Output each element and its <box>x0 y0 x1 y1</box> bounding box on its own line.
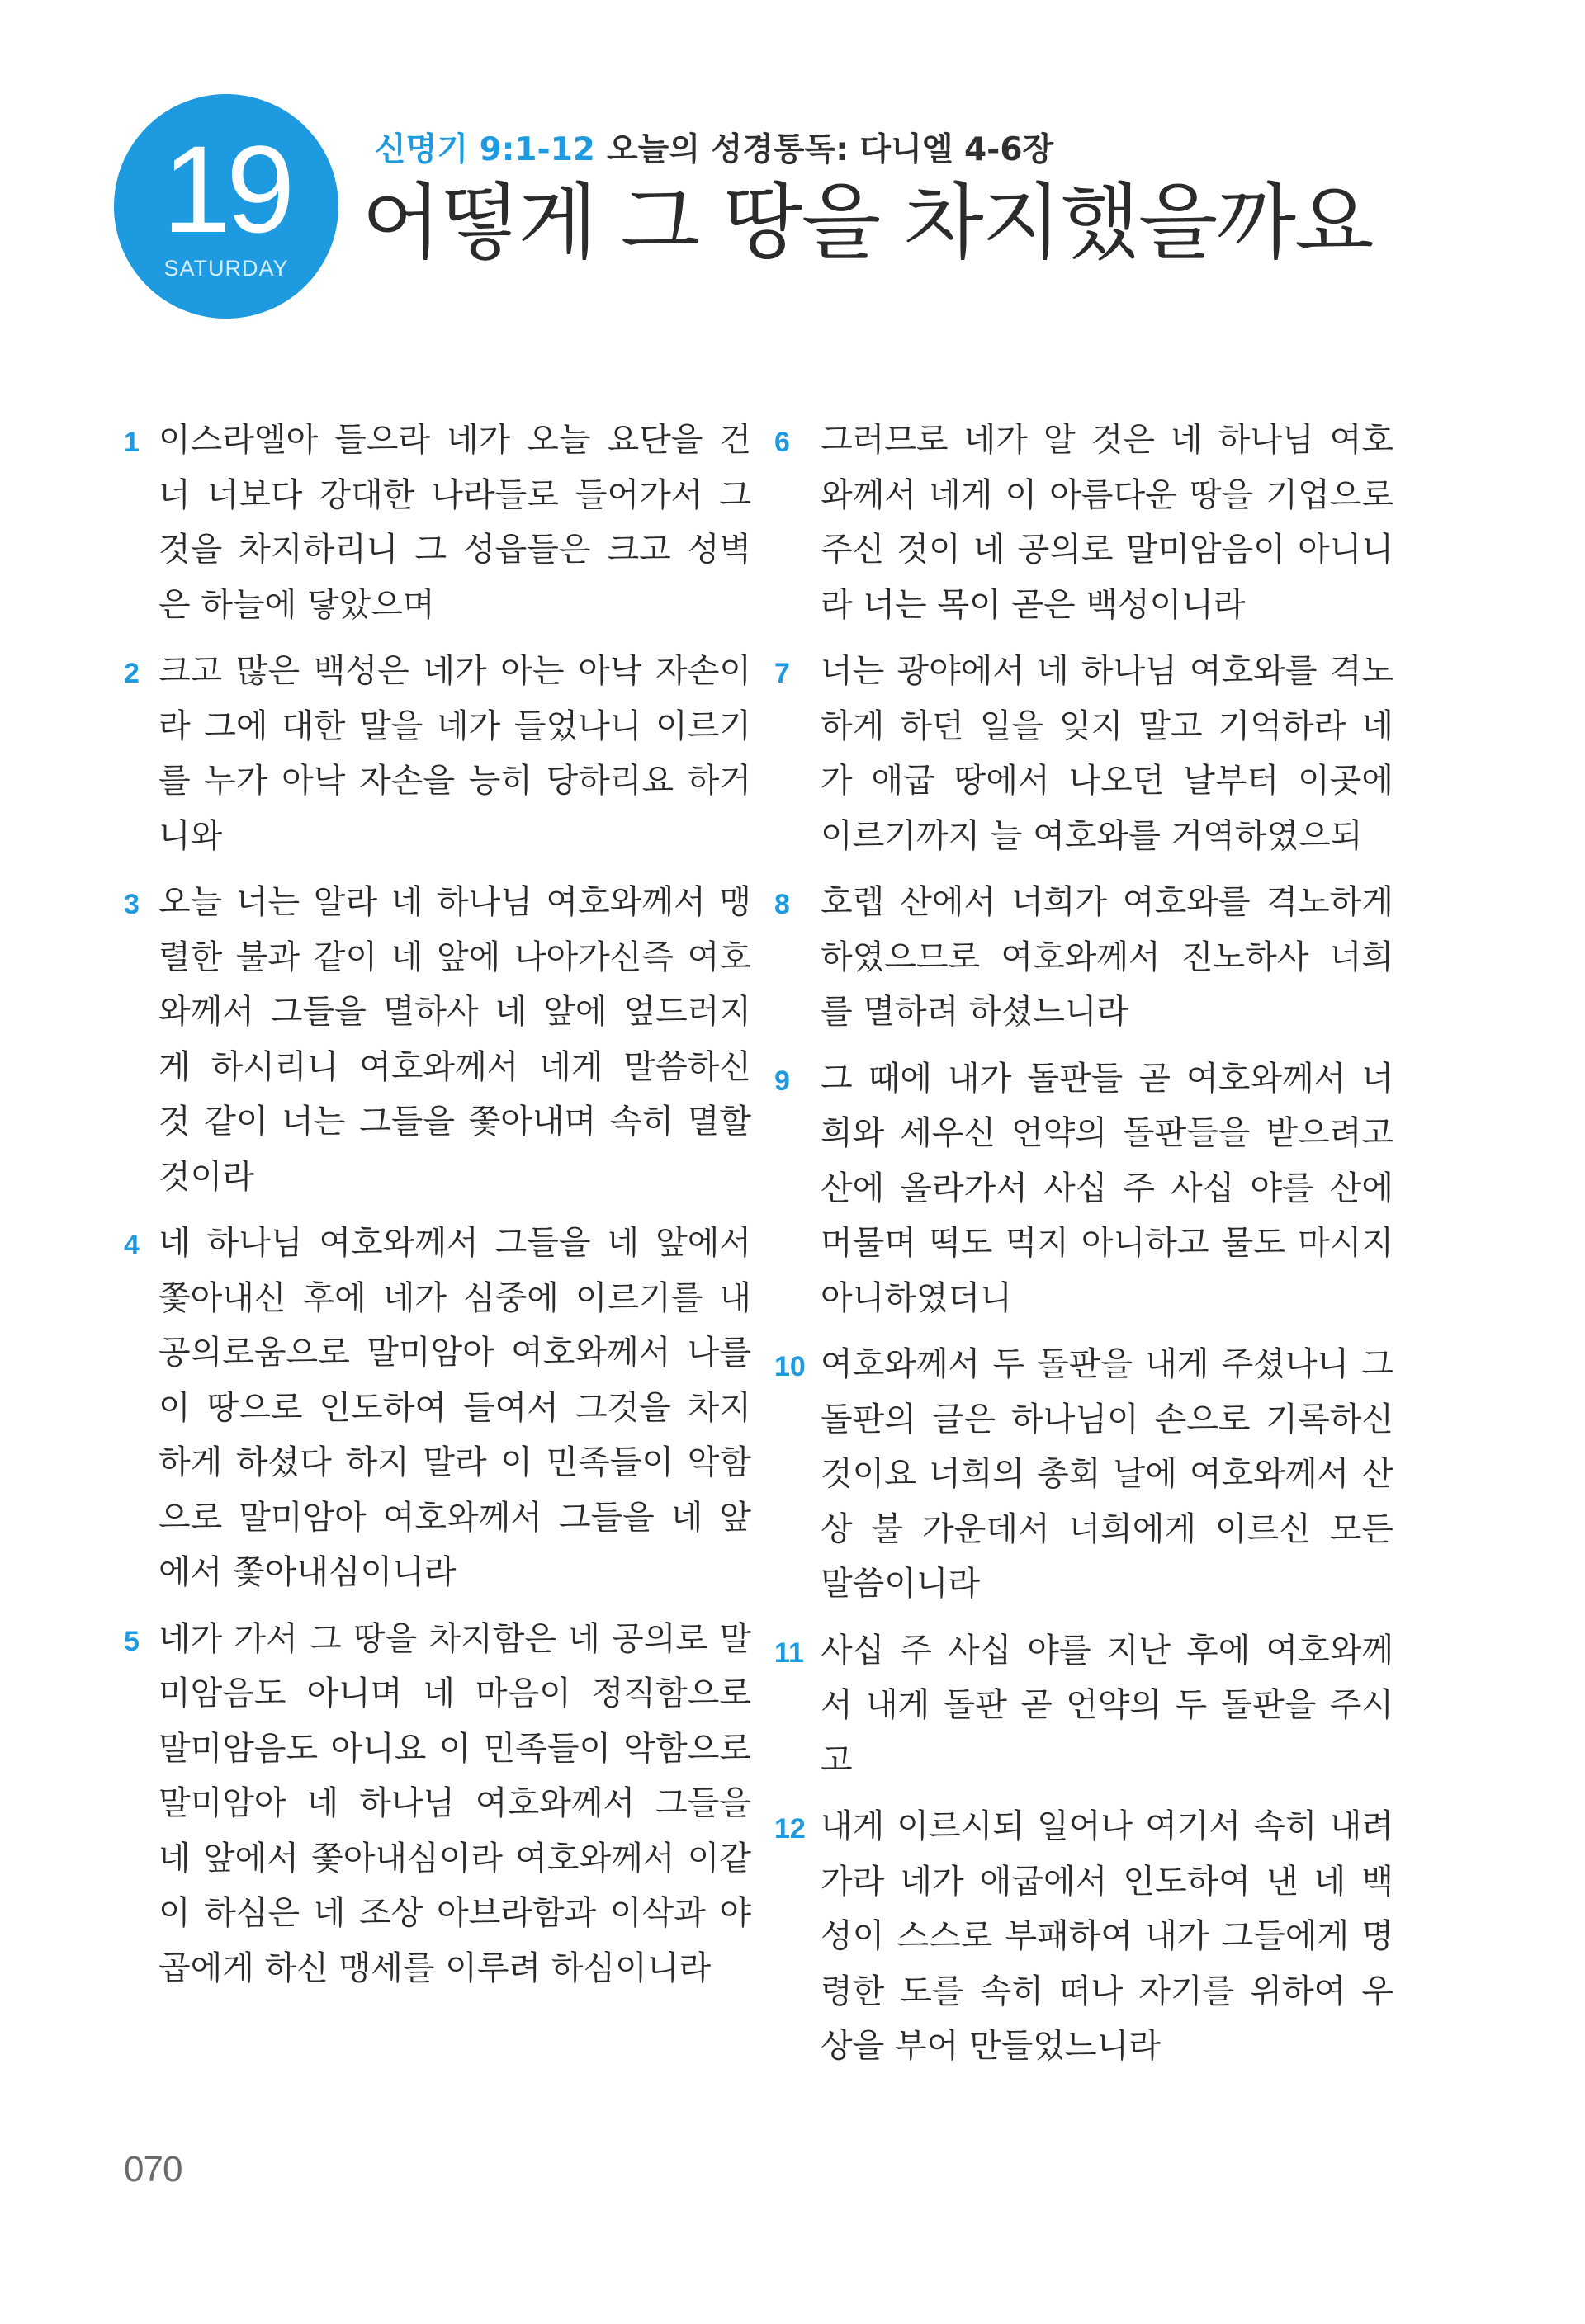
verse <box>774 1799 1393 2074</box>
page-header <box>114 87 1517 335</box>
reading-plan: 오늘의 성경통독: 다니엘 4-6장 <box>606 131 1054 168</box>
verse <box>774 1623 1393 1788</box>
scripture-reference: 신명기 9:1-12 <box>375 131 595 168</box>
verse-number: 2 <box>124 658 140 689</box>
day-number: 19 <box>162 120 291 258</box>
verse <box>774 1337 1393 1612</box>
verse <box>774 875 1393 1040</box>
verse-number: 6 <box>774 427 790 458</box>
verse <box>124 413 751 632</box>
verse-text: 내게 이르시되 일어나 여기서 속히 내려가라 네가 애굽에서 인도하여 낸 네 백성이 스스로 부패하여 내가 그들에게 명령한 도를 속히 떠나 자기를 위하여 우상을 부어 만들었느니라 <box>821 1807 1393 2065</box>
page-number: 070 <box>124 2149 182 2189</box>
verse-number: 5 <box>124 1625 140 1657</box>
verse-number: 7 <box>774 658 790 689</box>
verse <box>124 644 751 863</box>
verse-text: 네가 가서 그 땅을 차지함은 네 공의로 말미암음도 아니며 네 마음이 정직함으로 말미암음도 아니요 이 민족들이 악함으로 말미암아 네 하나님 여호와께서 그들을 네 앞에서 쫓아내심이라 여호와께서 이같이 하심은 네 조상 아브라함과 이삭과 야곱에게 하신 맹세를 이루려 하심이니라 <box>158 1619 751 1987</box>
verse <box>774 1051 1393 1326</box>
verse-text: 크고 많은 백성은 네가 아는 아낙 자손이라 그에 대한 말을 네가 들었나니 이르기를 누가 아낙 자손을 능히 당하리요 하거니와 <box>158 652 751 855</box>
verse <box>774 413 1393 632</box>
verse-text: 사십 주 사십 야를 지난 후에 여호와께서 내게 돌판 곧 언약의 두 돌판을 주시고 <box>821 1631 1393 1779</box>
left-column <box>124 413 751 2007</box>
verse <box>774 644 1393 863</box>
verse-number: 1 <box>124 427 140 458</box>
verse <box>124 1612 751 1996</box>
day-badge <box>114 94 338 319</box>
verse <box>124 1216 751 1600</box>
verse-number: 12 <box>774 1813 806 1845</box>
verse-text: 네 하나님 여호와께서 그들을 네 앞에서 쫓아내신 후에 네가 심중에 이르기를 내 공의로움으로 말미암아 여호와께서 나를 이 땅으로 인도하여 들여서 그것을 차지하게 하셨다 하지 말라 이 민족들이 악함으로 말미암아 여호와께서 그들을 네 앞에서 쫓아내심이니라 <box>158 1224 751 1591</box>
verse-text: 그 때에 내가 돌판들 곧 여호와께서 너희와 세우신 언약의 돌판들을 받으려고 산에 올라가서 사십 주 사십 야를 산에 머물며 떡도 먹지 아니하고 물도 마시지 아니하였더니 <box>821 1059 1393 1317</box>
verse-text: 호렙 산에서 너희가 여호와를 격노하게 하였으므로 여호와께서 진노하사 너희를 멸하려 하셨느니라 <box>821 883 1393 1031</box>
right-column <box>774 413 1393 2085</box>
reading-line <box>375 124 1053 170</box>
verse-text: 오늘 너는 알라 네 하나님 여호와께서 맹렬한 불과 같이 네 앞에 나아가신즉 여호와께서 그들을 멸하사 네 앞에 엎드러지게 하시리니 여호와께서 네게 말씀하신 것 같이 너는 그들을 쫓아내며 속히 멸할 것이라 <box>158 883 751 1196</box>
verse-text: 여호와께서 두 돌판을 내게 주셨나니 그 돌판의 글은 하나님이 손으로 기록하신 것이요 너희의 총회 날에 여호와께서 산상 불 가운데서 너희에게 이르신 모든 말씀이니라 <box>821 1345 1393 1603</box>
verse-number: 10 <box>774 1351 806 1382</box>
day-name: SATURDAY <box>163 256 289 281</box>
page-title: 어떻게 그 땅을 차지했을까요 <box>362 174 1373 271</box>
verse-text: 이스라엘아 들으라 네가 오늘 요단을 건너 너보다 강대한 나라들로 들어가서 그것을 차지하리니 그 성읍들은 크고 성벽은 하늘에 닿았으며 <box>158 421 751 624</box>
verse <box>124 875 751 1204</box>
verse-number: 9 <box>774 1065 790 1097</box>
verse-text: 그러므로 네가 알 것은 네 하나님 여호와께서 네게 이 아름다운 땅을 기업으로 주신 것이 네 공의로 말미암음이 아니니라 너는 목이 곧은 백성이니라 <box>821 421 1393 624</box>
verse-number: 11 <box>774 1637 804 1669</box>
verse-number: 4 <box>124 1230 140 1261</box>
verse-number: 3 <box>124 889 140 920</box>
verse-number: 8 <box>774 889 790 920</box>
verse-text: 너는 광야에서 네 하나님 여호와를 격노하게 하던 일을 잊지 말고 기억하라 네가 애굽 땅에서 나오던 날부터 이곳에 이르기까지 늘 여호와를 거역하였으되 <box>821 652 1393 855</box>
